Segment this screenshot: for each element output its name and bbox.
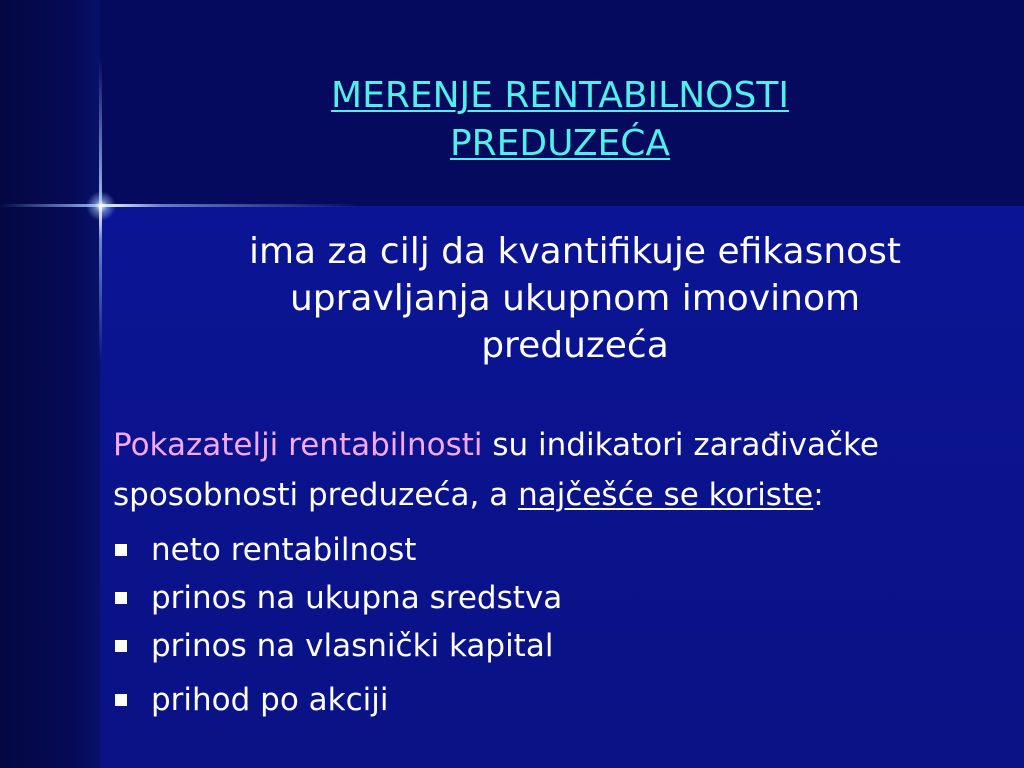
bullet-square-icon [115,640,127,652]
subtitle-line-2: upravljanja ukupnom imovinom [289,278,861,319]
slide-title[interactable] [270,72,850,168]
subtitle-line-1: ima za cilj da kvantifikuje efikasnost [248,231,902,272]
list-item [113,526,993,574]
title-line-2[interactable]: PREDUZEĆA [449,123,671,164]
list-item [113,676,993,724]
bullet-square-icon [115,592,127,604]
list-item [113,622,993,670]
paragraph-tail: : [813,477,824,513]
list-item-label: prinos na ukupna sredstva [151,580,563,616]
paragraph-text-1: su indikatori zarađivačke [482,427,879,463]
bullet-square-icon [115,544,127,556]
subtitle-line-3: preduzeća [481,325,669,366]
slide-subtitle [180,228,970,369]
bullet-square-icon [115,694,127,706]
underlined-phrase: najčešće se koriste [518,477,814,513]
list-item-label: prihod po akciji [151,682,389,718]
left-band [0,0,100,768]
title-line-1[interactable]: MERENJE RENTABILNOSTI [331,75,789,116]
light-flare-icon [86,191,116,221]
paragraph-text-2: sposobnosti preduzeća, a [113,477,519,513]
highlight-term: Pokazatelji rentabilnosti [113,427,483,463]
list-item-label: neto rentabilnost [151,532,417,568]
intro-paragraph [113,420,993,520]
list-item [113,574,993,622]
list-item-label: prinos na vlasnički kapital [151,628,554,664]
indicator-list [113,526,993,724]
light-flare-horizontal [0,204,360,207]
